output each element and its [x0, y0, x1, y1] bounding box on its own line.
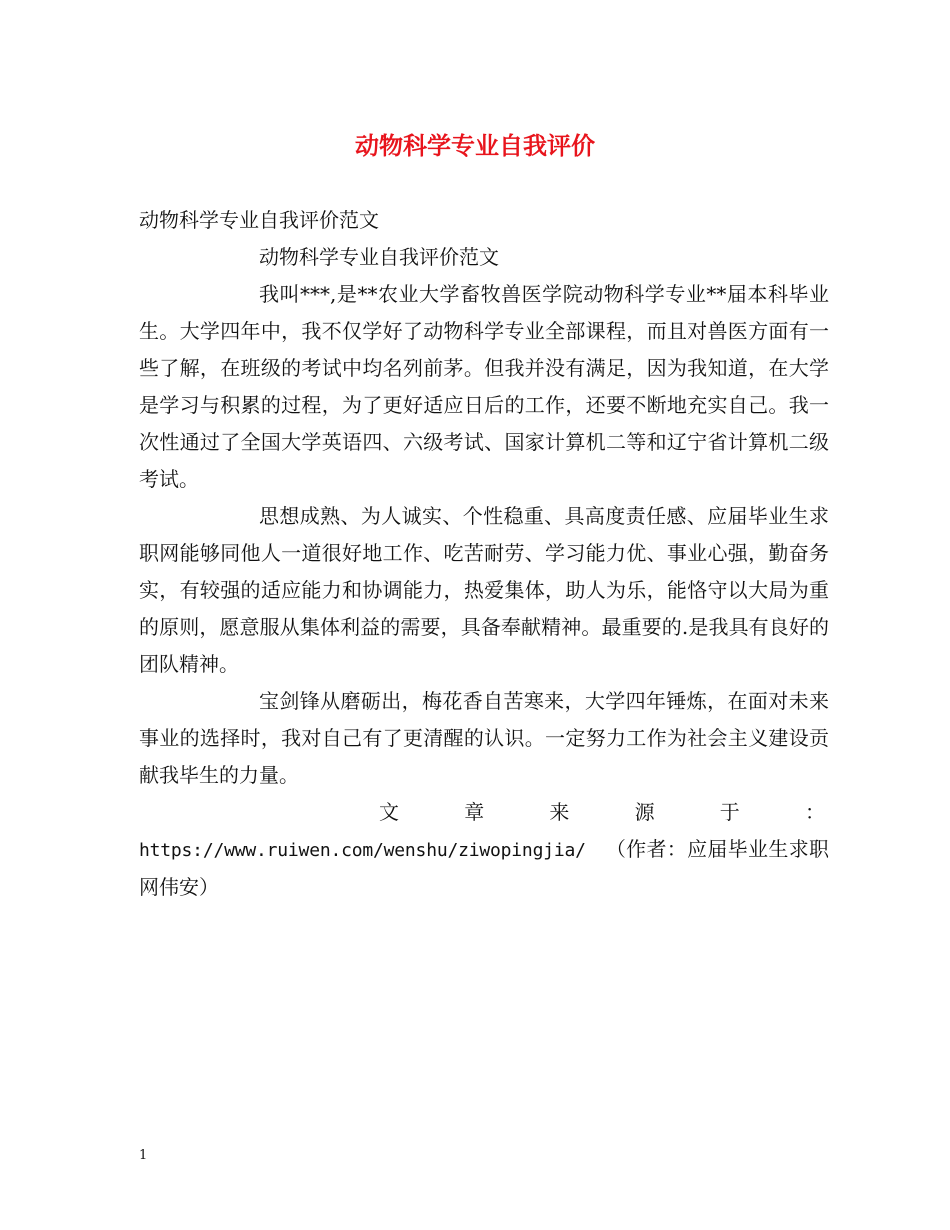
- source-label-char: 于: [719, 800, 740, 824]
- source-label-char: ：: [804, 800, 825, 824]
- source-url[interactable]: https://www.ruiwen.com/wenshu/ziwopingjia/: [139, 840, 586, 861]
- inner-heading: 动物科学专业自我评价范文: [259, 245, 499, 269]
- source-label-char: 文: [379, 800, 399, 824]
- source-label-char: 来: [549, 800, 570, 824]
- source-label: [139, 794, 829, 831]
- source-label-char: 章: [464, 800, 485, 824]
- document-subtitle: 动物科学专业自我评价范文: [139, 208, 379, 232]
- page-number: 1: [139, 1148, 148, 1163]
- document-body: [139, 202, 829, 906]
- paragraph-1: 我叫***,是**农业大学畜牧兽医学院动物科学专业**届本科毕业生。大学四年中，我不仅学好了动物科学专业全部课程，而且对兽医方面有一些了解，在班级的考试中均名列前茅。但我并没有满足，因为我知道，在大学是学习与积累的过程，为了更好适应日后的工作，还要不断地充实自己。我一次性通过了全国大学英语四、六级考试、国家计算机二等和辽宁省计算机二级考试。: [139, 282, 829, 491]
- paragraph-3: 宝剑锋从磨砺出，梅花香自苦寒来，大学四年锤炼，在面对未来事业的选择时，我对自己有了更清醒的认识。一定努力工作为社会主义建设贡献我毕生的力量。: [139, 689, 829, 787]
- source-author: （作者：应届毕业生求职网伟安）: [139, 837, 830, 899]
- source-details: [139, 831, 829, 906]
- source-label-char: 源: [634, 800, 655, 824]
- paragraph-2: 思想成熟、为人诚实、个性稳重、具高度责任感、应届毕业生求职网能够同他人一道很好地工作、吃苦耐劳、学习能力优、事业心强，勤奋务实，有较强的适应能力和协调能力，热爱集体，助人为乐，能恪守以大局为重的原则，愿意服从集体利益的需要，具备奉献精神。最重要的.是我具有良好的团队精神。: [139, 504, 829, 676]
- page-title: 动物科学专业自我评价: [355, 131, 595, 160]
